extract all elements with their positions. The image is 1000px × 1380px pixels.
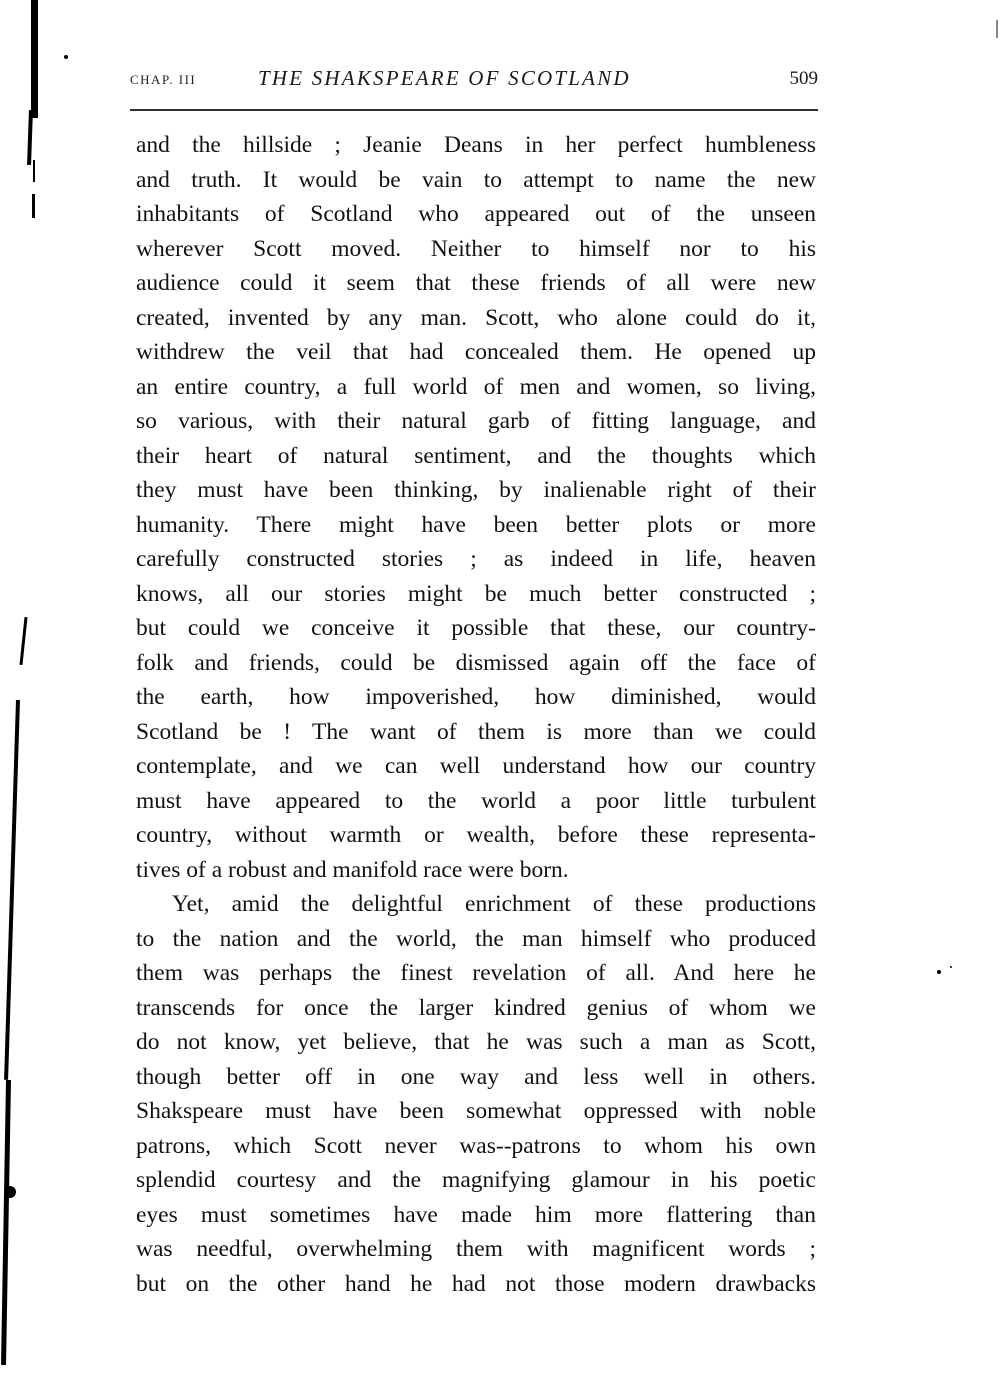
text-line: tives of a robust and manifold race were born. — [136, 856, 569, 883]
text-line: so various, with their natural garb of fitting language, and — [136, 408, 816, 434]
scan-speck — [950, 966, 952, 968]
text-line: folk and friends, could be dismissed again off the face of — [136, 649, 816, 676]
running-head — [130, 62, 818, 98]
scan-binding-edge-top — [31, 0, 38, 118]
scan-binding-edge-fragment — [33, 160, 35, 182]
scan-speck — [64, 55, 68, 59]
paragraph — [136, 128, 816, 887]
scan-speck — [937, 970, 941, 974]
text-line: but on the other hand he had not those modern drawbacks — [136, 1270, 816, 1297]
book-page — [130, 62, 818, 1297]
text-line: knows, all our stories might be much better constructed ; — [136, 580, 816, 607]
body-text — [136, 128, 816, 1301]
text-line: Scotland be ! The want of them is more than we could — [136, 718, 816, 745]
text-line: transcends for once the larger kindred genius of whom we — [136, 994, 816, 1021]
scan-edge-mark-right — [996, 20, 998, 38]
text-line: Shakspeare must have been somewhat oppressed with noble — [136, 1098, 816, 1124]
text-line: must have appeared to the world a poor little turbulent — [136, 787, 816, 814]
text-line: wherever Scott moved. Neither to himself nor to his — [136, 235, 816, 262]
text-line: humanity. There might have been better plots or more — [136, 511, 816, 538]
scan-binding-edge-mid — [27, 110, 33, 165]
text-line: patrons, which Scott never was--patrons to whom his own — [136, 1132, 816, 1159]
text-line: they must have been thinking, by inalienable right of their — [136, 477, 816, 503]
scan-binding-edge-lower — [4, 700, 20, 1080]
text-line: their heart of natural sentiment, and the thoughts which — [136, 442, 816, 469]
text-line: splendid courtesy and the magnifying glamour in his poetic — [136, 1167, 816, 1193]
text-line: contemplate, and we can well understand how our country — [136, 753, 816, 779]
text-line: was needful, overwhelming them with magnificent words ; — [136, 1236, 816, 1262]
text-line: but could we conceive it possible that these, our country- — [136, 615, 816, 641]
text-line: and truth. It would be vain to attempt to name the new — [136, 166, 816, 193]
text-line: and the hillside ; Jeanie Deans in her perfect humbleness — [136, 132, 816, 158]
text-line: eyes must sometimes have made him more flattering than — [136, 1201, 816, 1228]
chapter-label: CHAP. III — [130, 72, 197, 87]
text-line: created, invented by any man. Scott, who alone could do it, — [136, 304, 816, 331]
text-line: Yet, amid the delightful enrichment of these productions — [172, 891, 816, 917]
running-title: THE SHAKSPEARE OF SCOTLAND — [258, 66, 631, 90]
scan-binding-edge-lower — [1, 1080, 11, 1365]
text-line: do not know, yet believe, that he was such a man as Scott, — [136, 1029, 816, 1055]
page-number: 509 — [789, 68, 818, 89]
scan-speck — [4, 1186, 16, 1198]
header-rule — [130, 109, 818, 111]
paragraph — [136, 887, 816, 1301]
text-line: them was perhaps the finest revelation of all. And here he — [136, 960, 816, 986]
text-line: carefully constructed stories ; as indeed in life, heaven — [136, 546, 816, 572]
text-line: audience could it seem that these friends of all were new — [136, 270, 816, 296]
text-line: the earth, how impoverished, how diminished, would — [136, 684, 816, 710]
scan-binding-edge-fragment — [32, 194, 35, 218]
text-line: an entire country, a full world of men and women, so living, — [136, 373, 816, 400]
text-line: to the nation and the world, the man himself who produced — [136, 925, 816, 952]
text-line: country, without warmth or wealth, before these representa- — [136, 822, 816, 848]
text-line: though better off in one way and less well in others. — [136, 1063, 816, 1090]
text-line: withdrew the veil that had concealed them. He opened up — [136, 339, 816, 365]
scan-binding-edge-fragment — [19, 617, 27, 665]
text-line: inhabitants of Scotland who appeared out of the unseen — [136, 201, 816, 227]
